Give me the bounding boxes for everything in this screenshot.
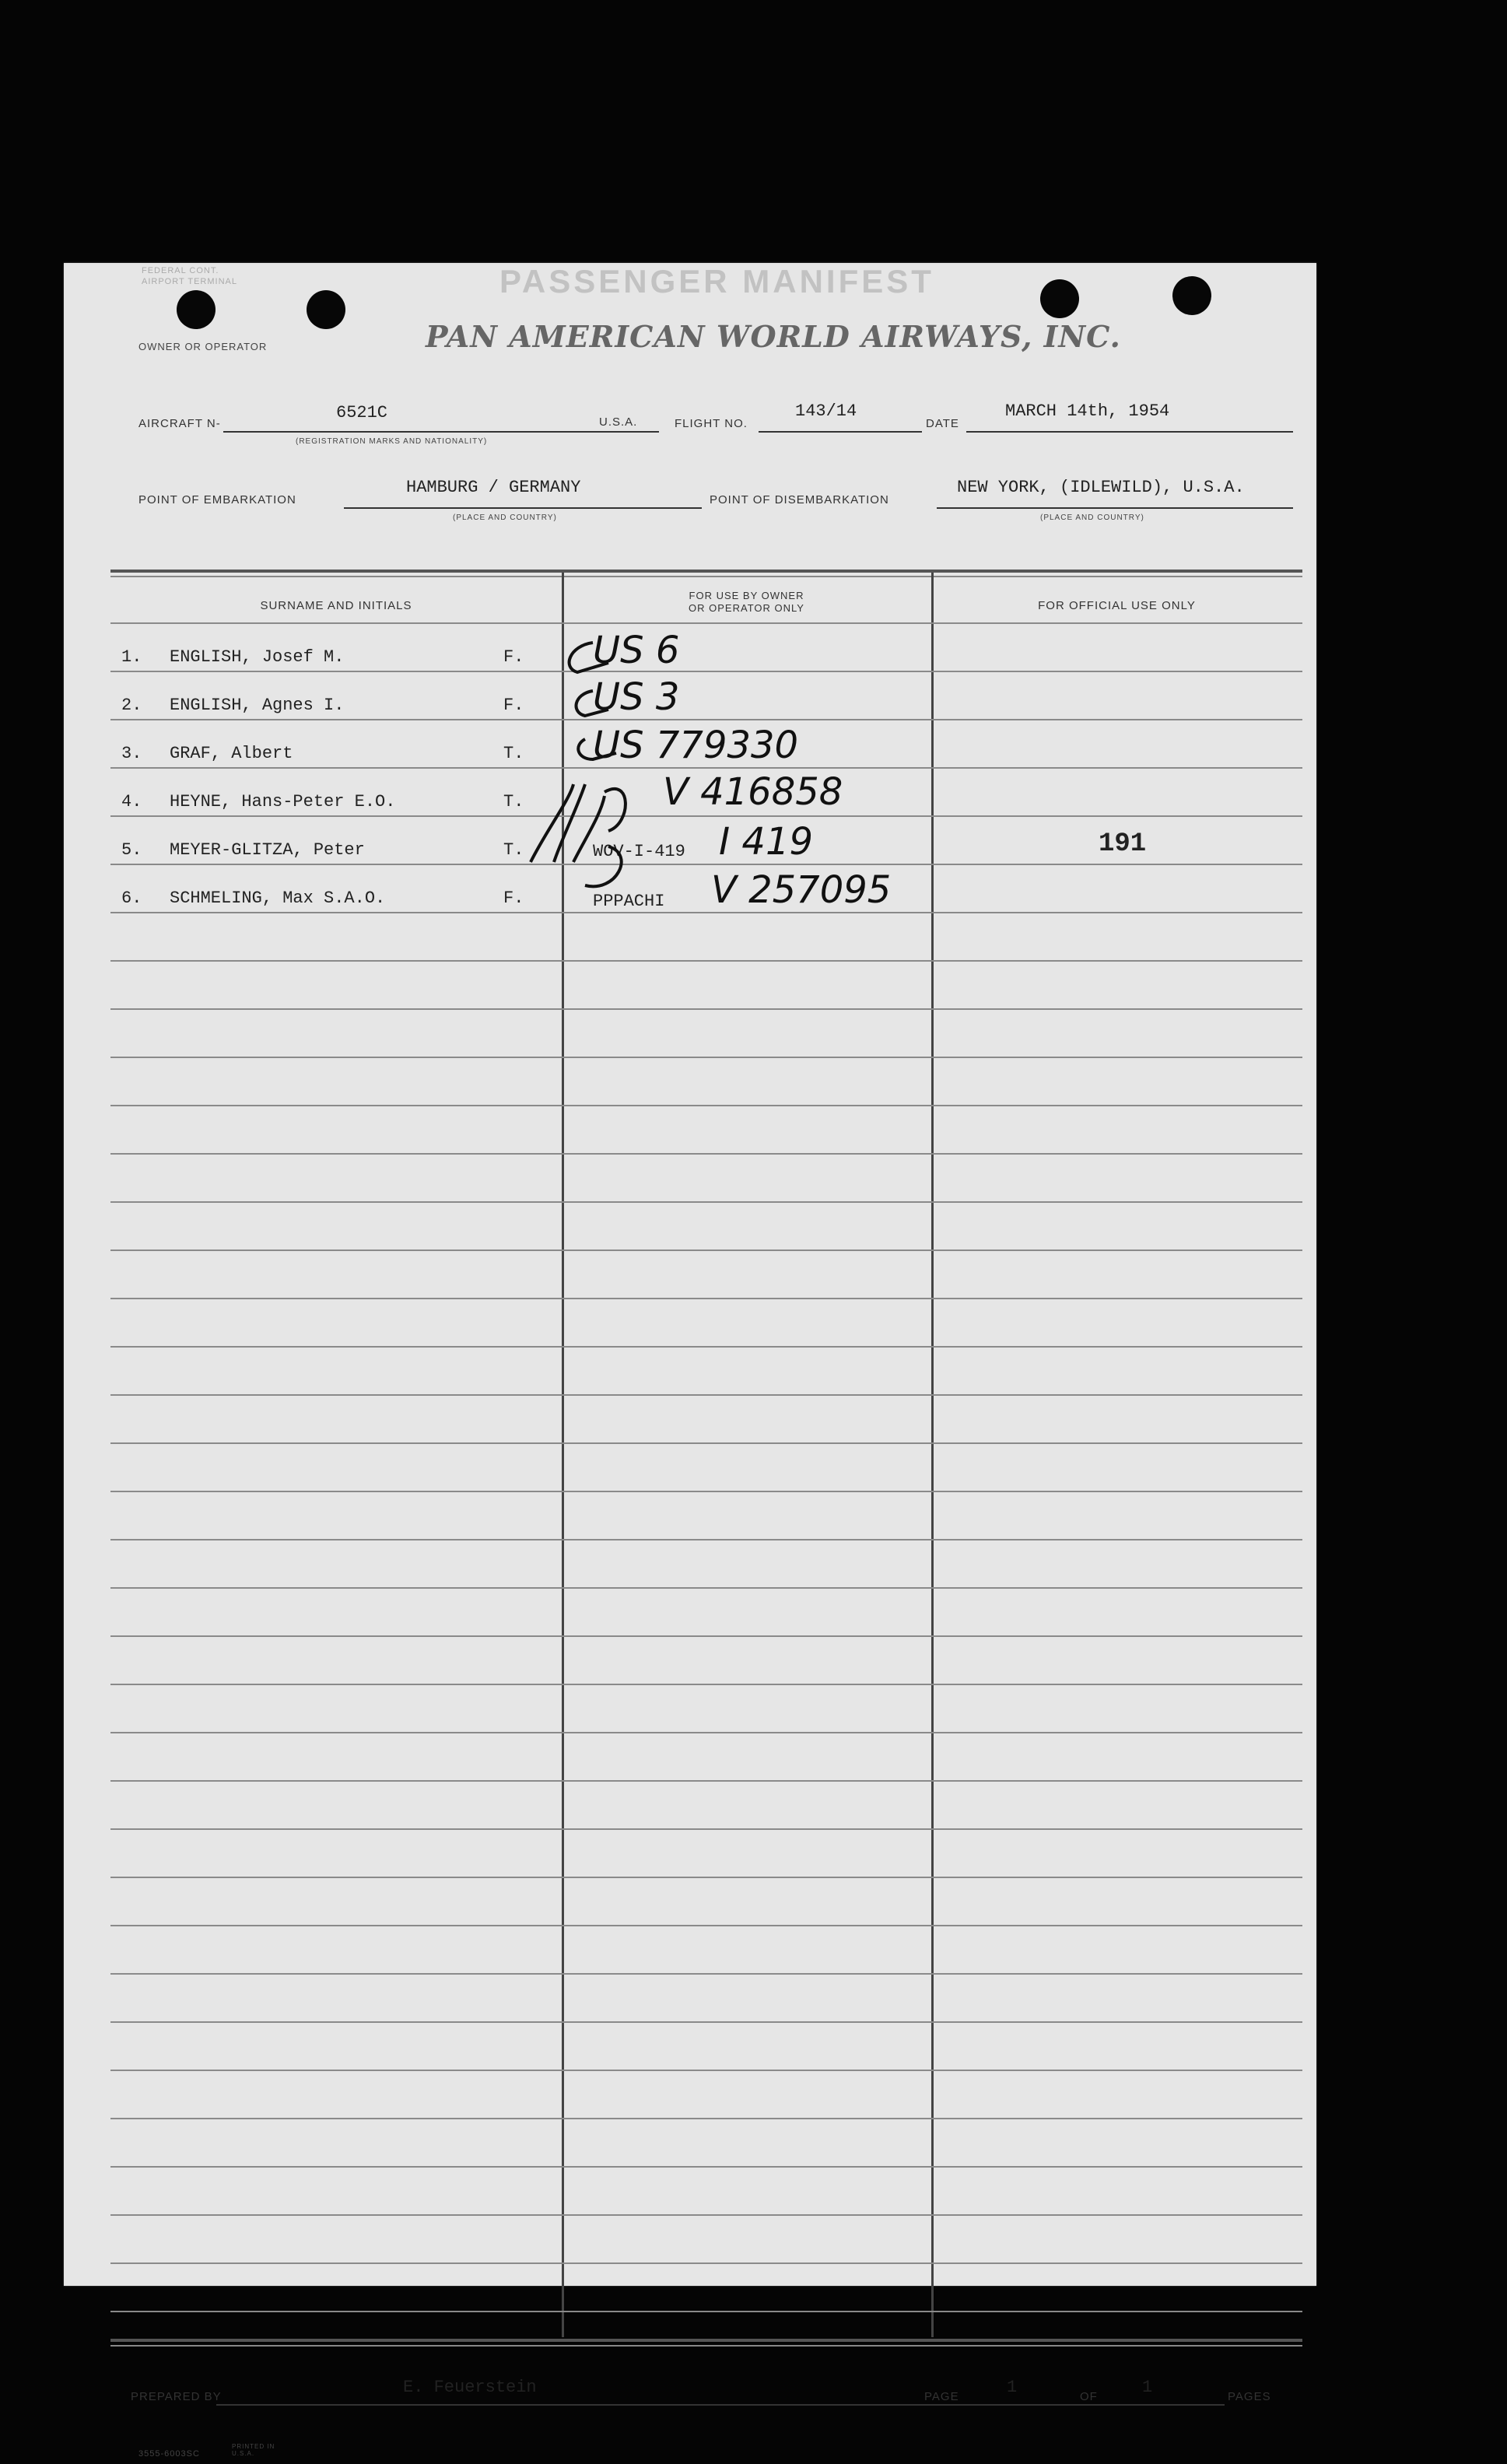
punch-hole — [1040, 279, 1079, 318]
ruled-line — [110, 1780, 1302, 1782]
ruled-line — [110, 1973, 1302, 1975]
handwritten-note: I 419 — [719, 820, 814, 864]
pages-label: PAGES — [1228, 2390, 1271, 2403]
page-label: PAGE — [924, 2390, 959, 2403]
row-number: 3. — [121, 744, 142, 763]
passenger-code: T. — [503, 744, 524, 763]
ruled-line — [110, 864, 1302, 865]
ruled-line — [110, 2166, 1302, 2168]
corner-text: AIRPORT TERMINAL — [142, 277, 237, 286]
ruled-line — [110, 767, 1302, 769]
table-bottom-rule — [110, 2339, 1302, 2342]
ruled-line — [110, 2118, 1302, 2119]
handwritten-note: V 416858 — [663, 770, 843, 814]
passenger-name: ENGLISH, Agnes I. — [170, 696, 345, 715]
ruled-line — [110, 719, 1302, 720]
row-number: 6. — [121, 889, 142, 908]
handwritten-note: US 779330 — [593, 724, 799, 767]
of-label: OF — [1080, 2390, 1098, 2403]
passenger-code: F. — [503, 696, 524, 715]
aircraft-value: 6521C — [336, 403, 388, 422]
prepared-label: PREPARED BY — [131, 2390, 222, 2403]
ruled-line — [110, 2311, 1302, 2312]
ruled-line — [110, 671, 1302, 672]
table-top-rule — [110, 570, 1302, 573]
column-divider — [931, 573, 934, 2337]
ruled-line — [110, 1057, 1302, 1058]
ruled-line — [110, 2214, 1302, 2216]
ruled-line — [110, 1442, 1302, 1444]
page-number: 1 — [1007, 2378, 1018, 2397]
ruled-line — [110, 1201, 1302, 1203]
passenger-code: F. — [503, 889, 524, 908]
handwritten-note: US 6 — [593, 629, 680, 672]
printer-mark: PRINTED IN U.S.A. — [232, 2443, 275, 2457]
passenger-code: T. — [503, 792, 524, 811]
flight-value: 143/14 — [795, 401, 857, 421]
check-marks — [499, 629, 640, 924]
row-number: 4. — [121, 792, 142, 811]
place-caption-2: (PLACE AND COUNTRY) — [1040, 513, 1144, 522]
date-value: MARCH 14th, 1954 — [1005, 401, 1170, 421]
row-number: 2. — [121, 696, 142, 715]
row-number: 1. — [121, 647, 142, 667]
official-number: 191 — [1099, 829, 1147, 859]
passenger-name: MEYER-GLITZA, Peter — [170, 840, 365, 860]
header-official-use: FOR OFFICIAL USE ONLY — [1038, 599, 1196, 612]
ruled-line — [110, 1346, 1302, 1348]
operator-note: WOV-I-419 — [593, 842, 685, 861]
form-title: PASSENGER MANIFEST — [499, 263, 934, 300]
header-owner-use-1: FOR USE BY OWNER — [689, 590, 804, 601]
owner-label: OWNER OR OPERATOR — [138, 341, 268, 352]
prepared-by: E. Feuerstein — [403, 2378, 537, 2397]
ruled-line — [110, 1539, 1302, 1540]
ruled-line — [110, 1105, 1302, 1106]
ruled-line — [110, 1877, 1302, 1878]
punch-hole — [307, 290, 345, 329]
ruled-line — [110, 1828, 1302, 1830]
ruled-line — [110, 1925, 1302, 1926]
passenger-name: HEYNE, Hans-Peter E.O. — [170, 792, 396, 811]
ruled-line — [110, 1298, 1302, 1299]
manifest-page — [64, 263, 1316, 2459]
row-number: 5. — [121, 840, 142, 860]
ruled-line — [110, 1153, 1302, 1155]
ruled-line — [110, 1008, 1302, 1010]
ruled-line — [110, 1394, 1302, 1396]
punch-hole — [177, 290, 216, 329]
aircraft-label: AIRCRAFT N- — [138, 417, 221, 430]
passenger-code: T. — [503, 840, 524, 860]
passenger-name: GRAF, Albert — [170, 744, 293, 763]
passenger-name: ENGLISH, Josef M. — [170, 647, 345, 667]
punch-hole — [1172, 276, 1211, 315]
ruled-line — [110, 1491, 1302, 1492]
header-owner-use-2: OR OPERATOR ONLY — [689, 602, 804, 614]
airline-name: PAN AMERICAN WORLD AIRWAYS, INC. — [426, 319, 1121, 354]
passenger-name: SCHMELING, Max S.A.O. — [170, 889, 386, 908]
ruled-line — [110, 1732, 1302, 1733]
nationality-text: U.S.A. — [599, 415, 638, 429]
handwritten-note: V 257095 — [711, 868, 892, 912]
date-label: DATE — [926, 417, 959, 430]
ruled-line — [110, 912, 1302, 913]
ruled-line — [110, 622, 1302, 624]
corner-text: FEDERAL CONT. — [142, 266, 219, 275]
header-surname: SURNAME AND INITIALS — [260, 599, 412, 612]
ruled-line — [110, 1635, 1302, 1637]
ruled-line — [110, 2070, 1302, 2071]
flight-label: FLIGHT NO. — [675, 417, 748, 430]
ruled-line — [110, 1250, 1302, 1251]
page-total: 1 — [1142, 2378, 1153, 2397]
handwritten-note: US 3 — [593, 675, 680, 719]
ruled-line — [110, 1684, 1302, 1685]
disembarkation-label: POINT OF DISEMBARKATION — [710, 493, 889, 506]
form-number: 3555-6003SC — [138, 2449, 200, 2459]
operator-note: PPPACHI — [593, 892, 665, 911]
ruled-line — [110, 1587, 1302, 1589]
place-caption: (PLACE AND COUNTRY) — [453, 513, 557, 522]
passenger-code: F. — [503, 647, 524, 667]
ruled-line — [110, 2262, 1302, 2264]
ruled-line — [110, 2021, 1302, 2023]
disembarkation-value: NEW YORK, (IDLEWILD), U.S.A. — [957, 478, 1245, 497]
registration-caption: (REGISTRATION MARKS AND NATIONALITY) — [296, 437, 488, 446]
ruled-line — [110, 960, 1302, 962]
embarkation-label: POINT OF EMBARKATION — [138, 493, 296, 506]
ruled-line — [110, 815, 1302, 817]
embarkation-value: HAMBURG / GERMANY — [406, 478, 581, 497]
